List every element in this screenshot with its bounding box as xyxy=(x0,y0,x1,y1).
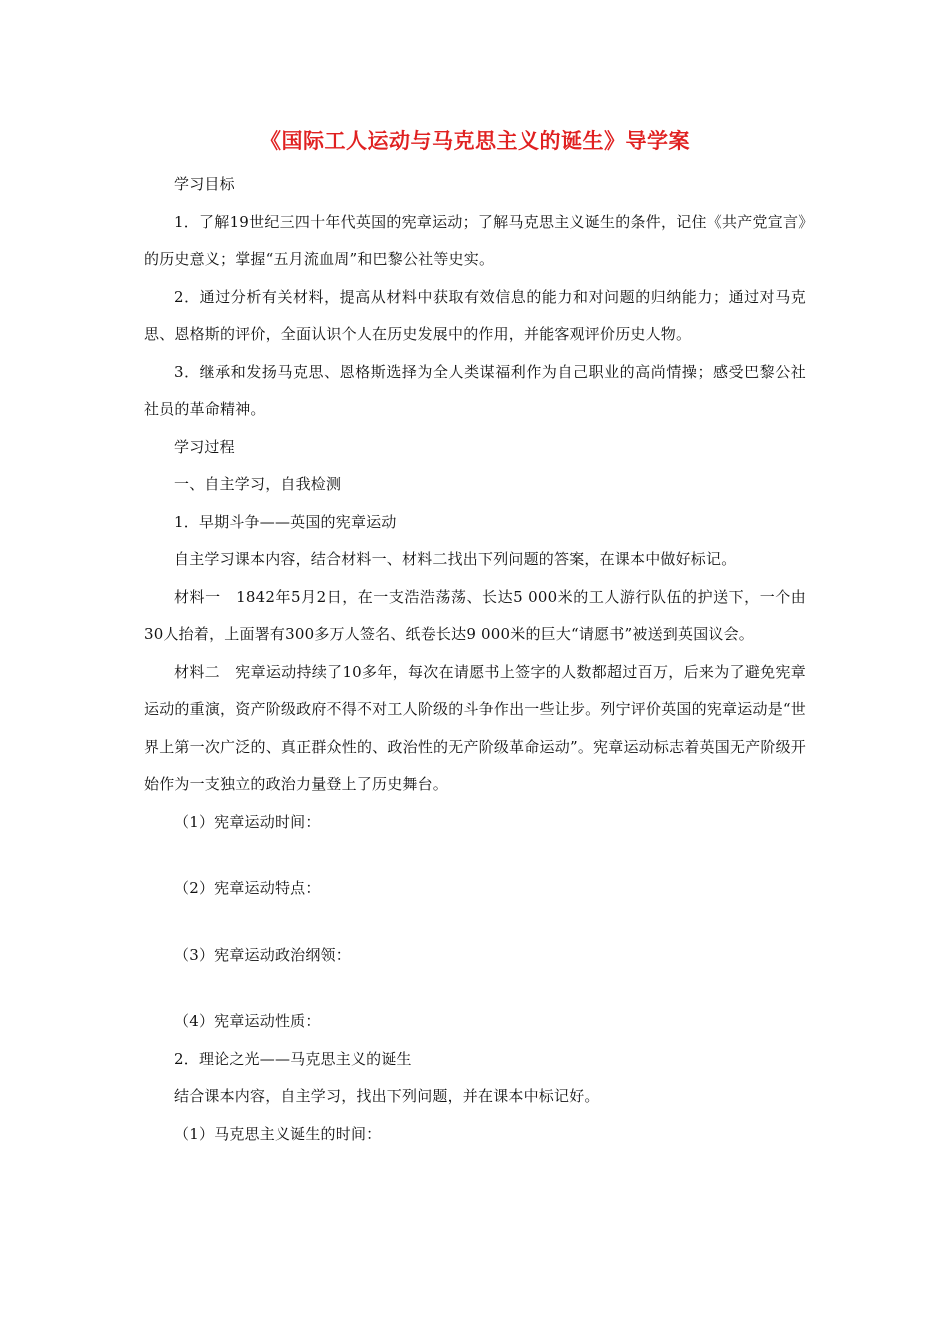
section-heading-process: 学习过程 xyxy=(174,437,235,456)
answer-space xyxy=(144,908,806,937)
question-3: （3）宪章运动政治纲领： xyxy=(174,945,351,964)
objective-1: 1．了解19世纪三四十年代英国的宪章运动；了解马克思主义诞生的条件，记住《共产党宣言》的历史意义；掌握“五月流血周”和巴黎公社等史实。 xyxy=(144,212,806,268)
question-4: （4）宪章运动性质： xyxy=(174,1012,321,1030)
section-heading-objectives: 学习目标 xyxy=(174,175,235,193)
answer-space xyxy=(144,974,806,1003)
topic-heading-chartism: 1．早期斗争——英国的宪章运动 xyxy=(174,512,397,531)
material-2: 材料二 宪章运动持续了10多年，每次在请愿书上签字的人数都超过百万，后来为了避免宪章运动的重演，资产阶级政府不得不对工人阶级的斗争作出一些让步。列宁评价英国的宪章运动是“世界上第一次广泛的、真正群众性的、政治性的无产阶级革命运动”。宪章运动标志着英国无产阶级开始作为一支独立的政治力量登上了历史舞台。 xyxy=(144,662,806,793)
question-marxism-1: （1）马克思主义诞生的时间： xyxy=(174,1124,382,1143)
instruction-text-2: 结合课本内容，自主学习，找出下列问题，并在课本中标记好。 xyxy=(174,1087,600,1105)
objective-2: 2．通过分析有关材料，提高从材料中获取有效信息的能力和对问题的归纳能力；通过对马克思、恩格斯的评价，全面认识个人在历史发展中的作用，并能客观评价历史人物。 xyxy=(144,287,806,343)
objective-3: 3．继承和发扬马克思、恩格斯选择为全人类谋福利作为自己职业的高尚情操；感受巴黎公社社员的革命精神。 xyxy=(144,362,806,418)
question-2: （2）宪章运动特点： xyxy=(174,879,321,897)
answer-space xyxy=(144,841,806,870)
document-title: 《国际工人运动与马克思主义的诞生》导学案 xyxy=(260,128,690,153)
topic-heading-marxism: 2．理论之光——马克思主义的诞生 xyxy=(174,1049,412,1068)
material-1: 材料一 1842年5月2日，在一支浩浩荡荡、长达5 000米的工人游行队伍的护送下，一个由30人抬着，上面署有300多万人签名、纸卷长达9 000米的巨大“请愿书”被送到英国议会。 xyxy=(144,587,806,643)
question-1: （1）宪章运动时间： xyxy=(174,812,321,831)
subsection-heading-self-study: 一、自主学习，自我检测 xyxy=(174,475,342,493)
instruction-text: 自主学习课本内容，结合材料一、材料二找出下列问题的答案，在课本中做好标记。 xyxy=(174,550,737,568)
